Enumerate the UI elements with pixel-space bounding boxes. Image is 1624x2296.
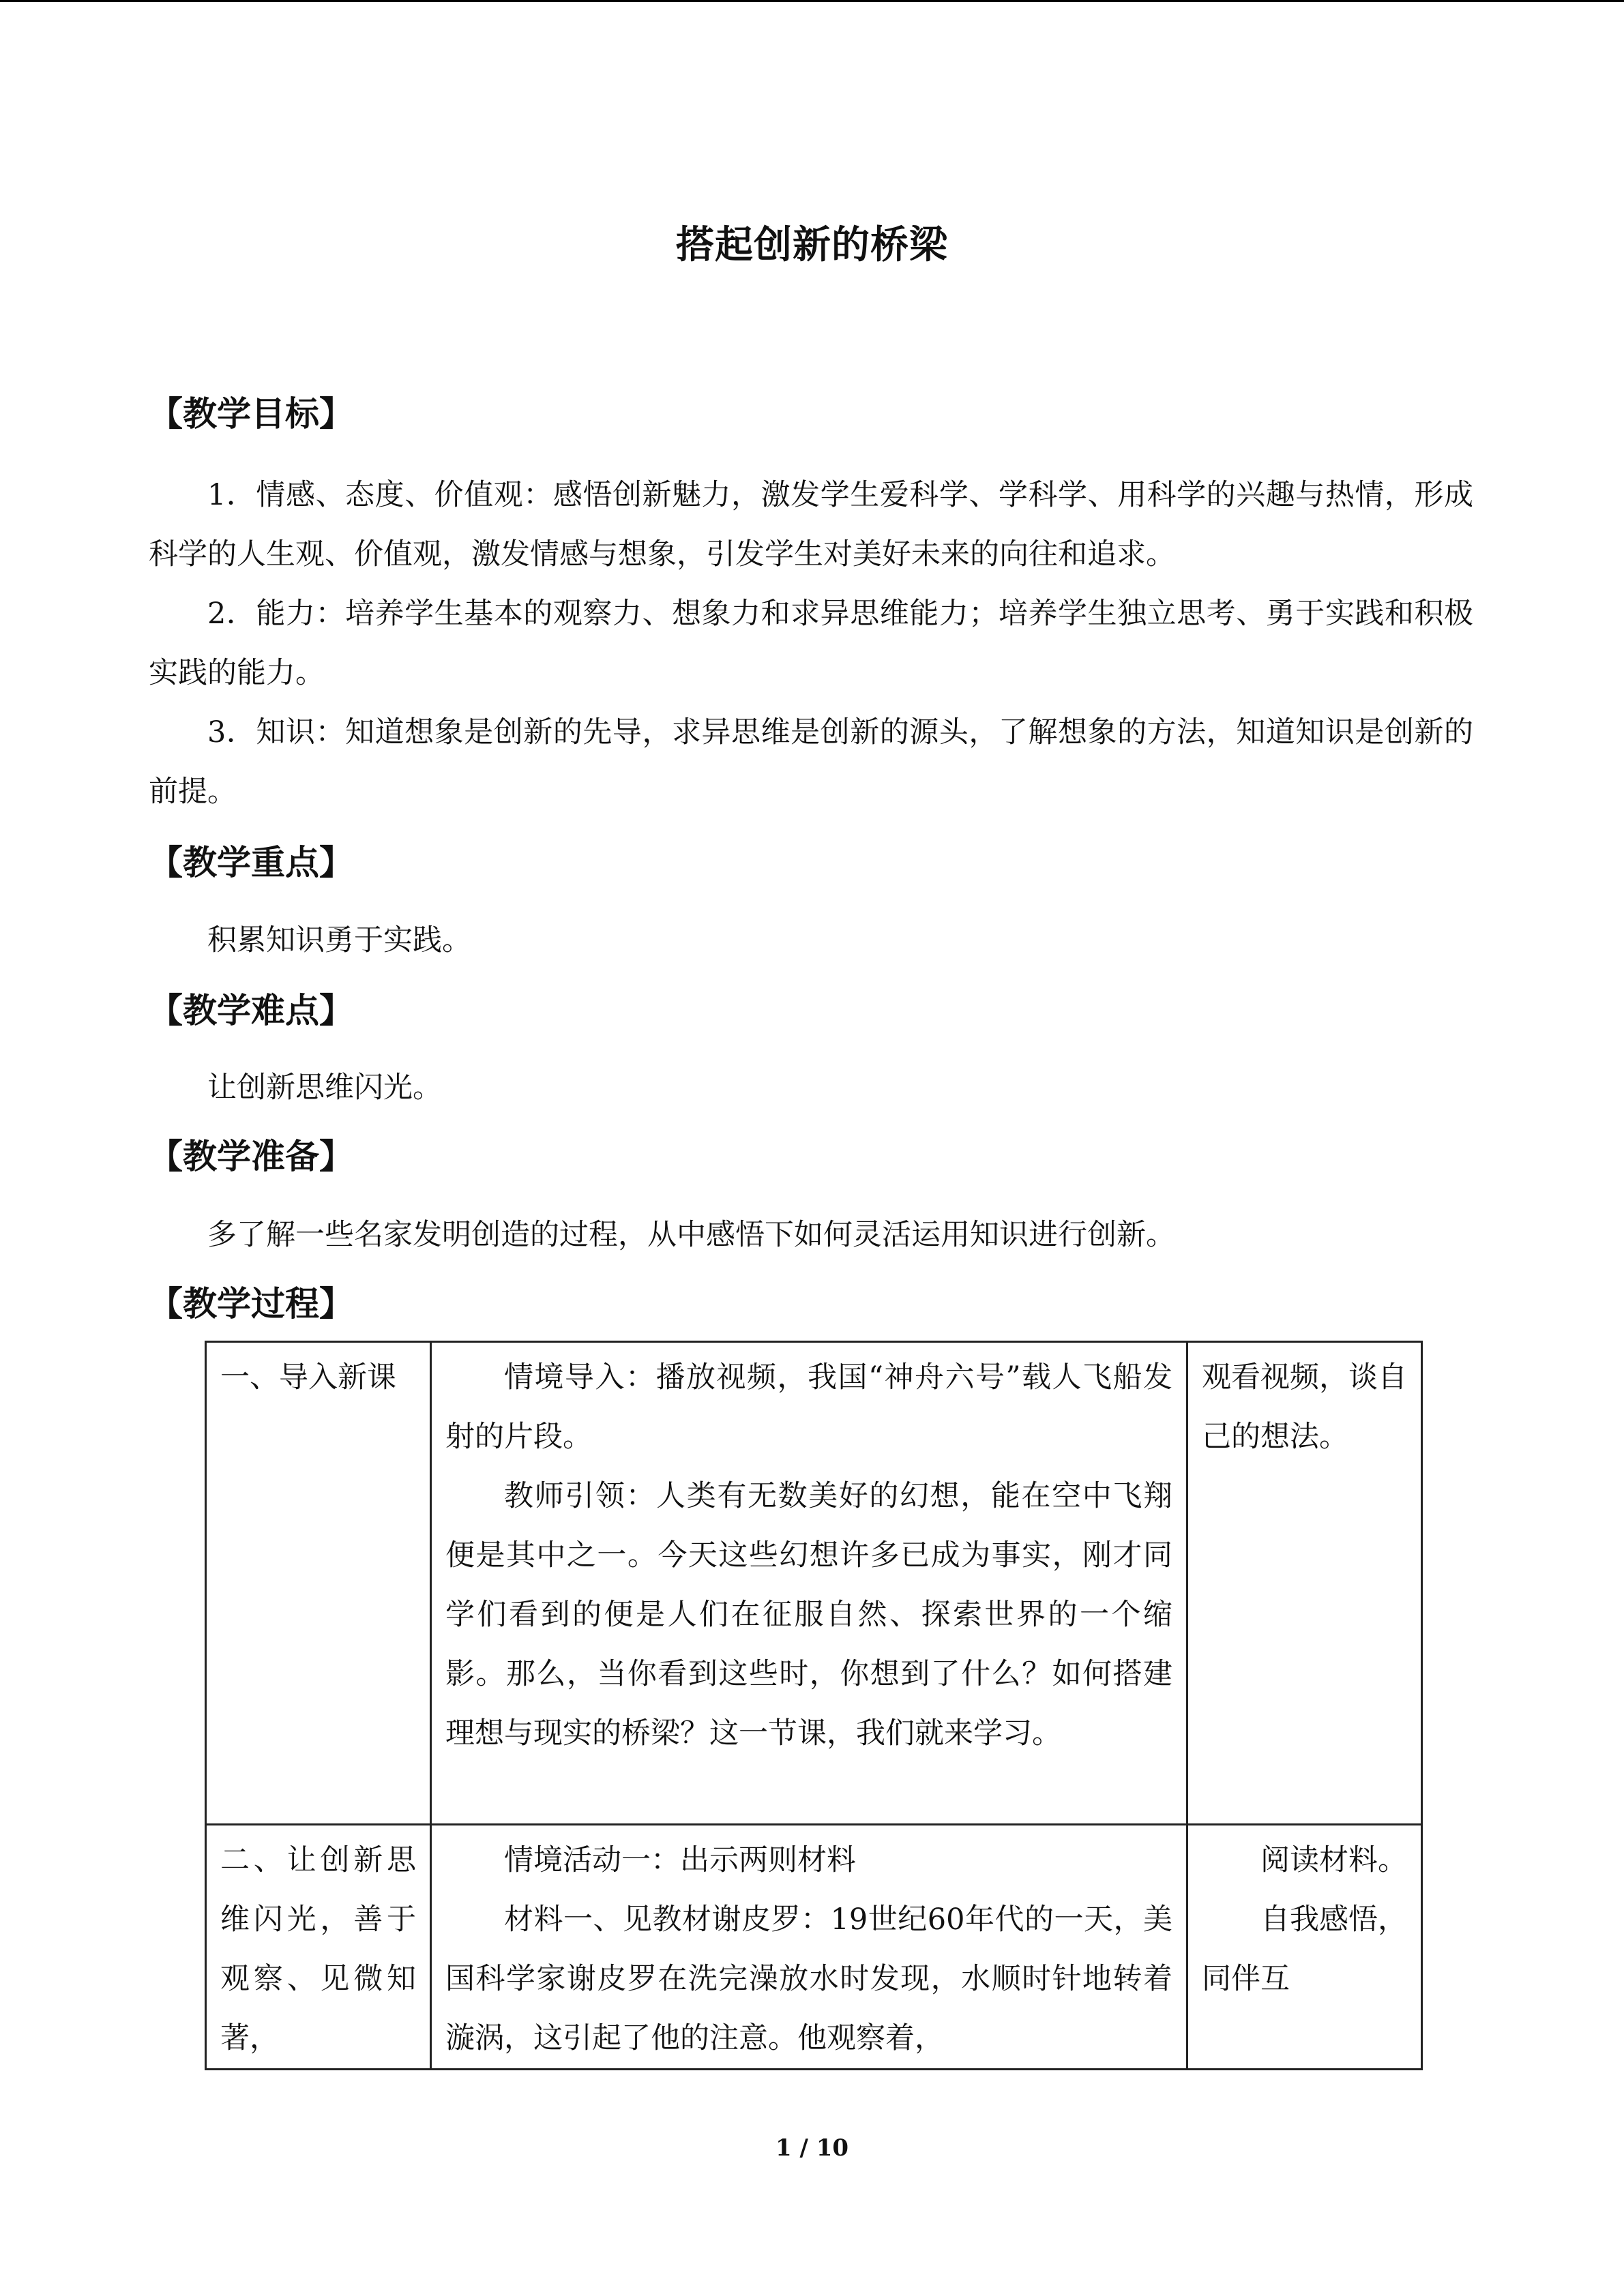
process-table bbox=[205, 1341, 1423, 2070]
teacher-activity-cell bbox=[431, 1342, 1187, 1825]
student-activity-cell bbox=[1187, 1342, 1422, 1825]
teacher-activity-text: 教师引领：人类有无数美好的幻想，能在空中飞翔便是其中之一。今天这些幻想许多已成为事实，刚才同学们看到的便是人们在征服自然、探索世界的一个缩影。那么，当你看到这些时，你想到了什么？如何搭建理想与现实的桥梁？这一节课，我们就来学习。 bbox=[445, 1479, 1172, 1750]
table-row bbox=[206, 1342, 1422, 1825]
document-title: 搭起创新的桥梁 bbox=[676, 222, 948, 267]
teacher-activity-text: 情境导入：播放视频，我国“神舟六号”载人飞船发射的片段。 bbox=[445, 1360, 1172, 1454]
key-points-text: 积累知识勇于实践。 bbox=[207, 923, 471, 957]
student-activity-text: 观看视频，谈自己的想法。 bbox=[1202, 1360, 1407, 1454]
student-activity-text: 阅读材料。 bbox=[1260, 1843, 1407, 1877]
stage-cell bbox=[206, 1825, 431, 2070]
heading-process: 【教学过程】 bbox=[149, 1283, 353, 1324]
goal-item-3: 3．知识：知道想象是创新的先导，求异思维是创新的源头，了解想象的方法，知道知识是创新的前提。 bbox=[149, 715, 1473, 809]
teacher-activity-text: 材料一、见教材谢皮罗：19世纪60年代的一天，美国科学家谢皮罗在洗完澡放水时发现，水顺时针地转着漩涡，这引起了他的注意。他观察着， bbox=[445, 1903, 1172, 2055]
heading-preparation: 【教学准备】 bbox=[149, 1136, 353, 1176]
heading-teaching-goals: 【教学目标】 bbox=[149, 393, 353, 434]
preparation-text: 多了解一些名家发明创造的过程，从中感悟下如何灵活运用知识进行创新。 bbox=[207, 1218, 1175, 1252]
student-activity-cell bbox=[1187, 1825, 1422, 2070]
teacher-activity-text: 情境活动一：出示两则材料 bbox=[504, 1843, 856, 1877]
heading-key-points: 【教学重点】 bbox=[149, 842, 353, 882]
stage-text: 一、导入新课 bbox=[220, 1360, 396, 1395]
page-top-border bbox=[0, 0, 1624, 2]
heading-difficulties: 【教学难点】 bbox=[149, 990, 353, 1030]
student-activity-text: 自我感悟，同伴互 bbox=[1202, 1903, 1407, 1996]
goal-item-1: 1．情感、态度、价值观：感悟创新魅力，激发学生爱科学、学科学、用科学的兴趣与热情，形成科学的人生观、价值观，激发情感与想象，引发学生对美好未来的向往和追求。 bbox=[149, 478, 1473, 571]
goal-item-2: 2．能力：培养学生基本的观察力、想象力和求异思维能力；培养学生独立思考、勇于实践和积极实践的能力。 bbox=[149, 597, 1473, 690]
stage-text: 二、让创新思维闪光，善于观察、见微知著， bbox=[220, 1843, 416, 2055]
stage-cell bbox=[206, 1342, 431, 1825]
difficulties-text: 让创新思维闪光。 bbox=[207, 1071, 442, 1105]
page-number: 1 / 10 bbox=[775, 2134, 849, 2162]
table-row bbox=[206, 1825, 1422, 2070]
teacher-activity-cell bbox=[431, 1825, 1187, 2070]
